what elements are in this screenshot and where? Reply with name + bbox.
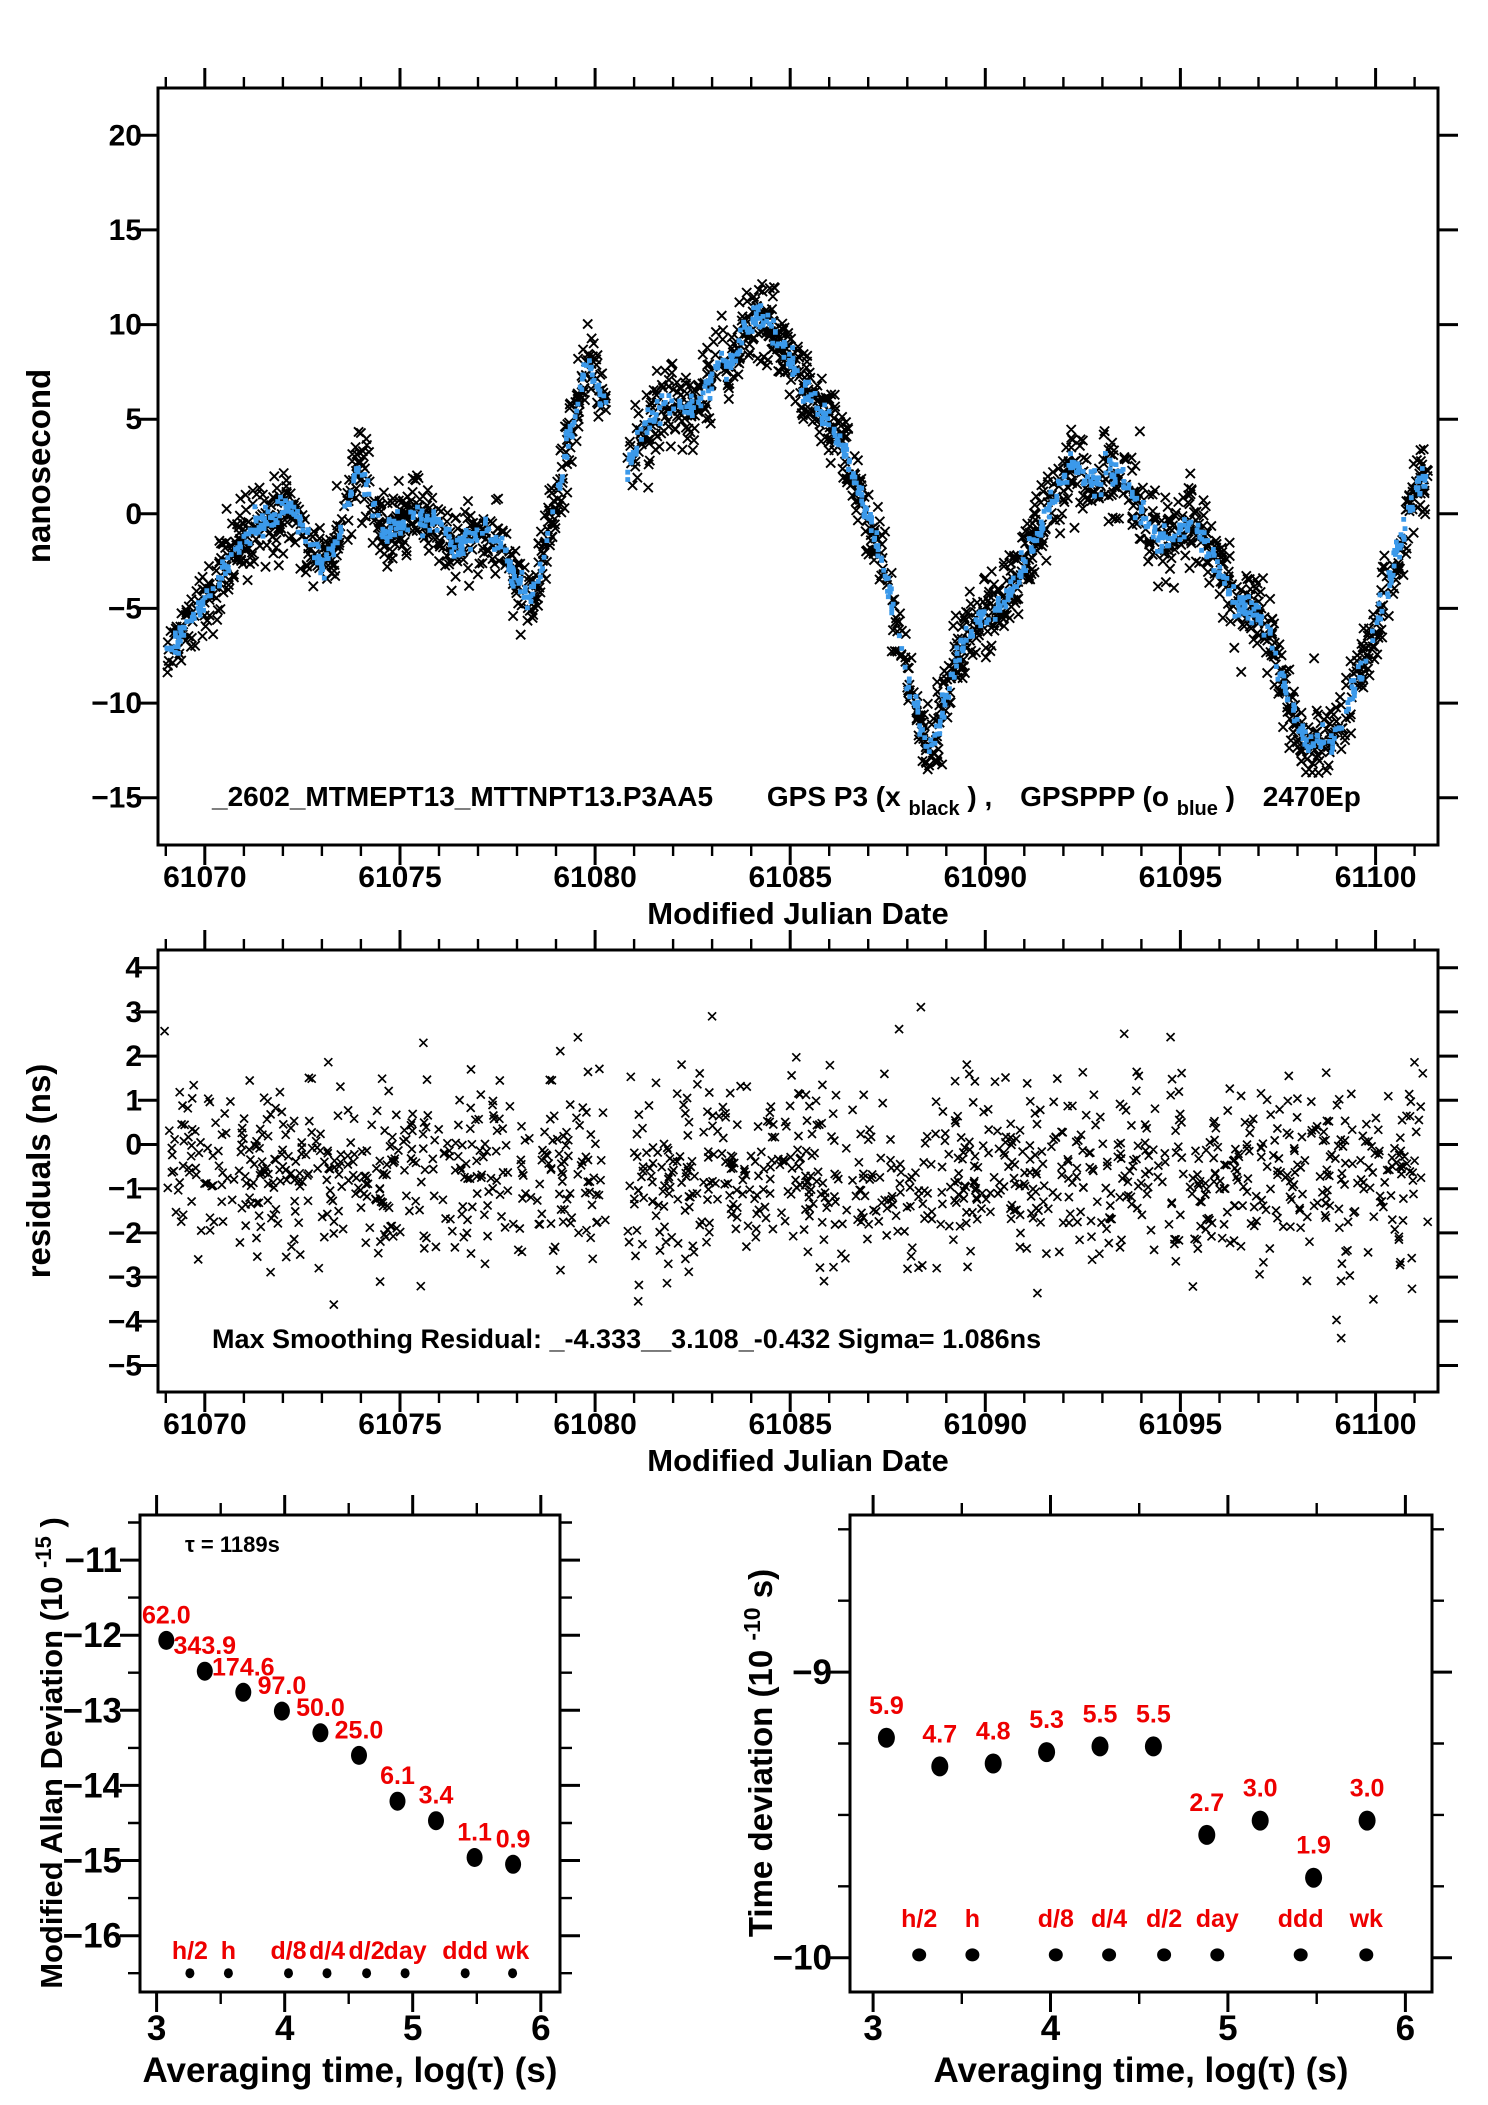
mdev-tau-marker	[185, 1968, 194, 1978]
top-panel-x-tick-label: 61070	[163, 861, 247, 894]
tdev-tau-marker	[912, 1948, 926, 1961]
top-panel-x-tick-label: 61095	[1138, 861, 1223, 894]
mdev-tau-annotation: τ = 1189s	[185, 1532, 280, 1557]
top-annotation-series1-close: ) ,	[967, 781, 993, 812]
residuals-panel-x-tick-label: 61070	[163, 1408, 247, 1441]
tdev-y-title-close: s)	[742, 1568, 779, 1599]
top-panel-y-tick-label: −5	[107, 592, 142, 626]
top-annotation-series2-close: )	[1225, 781, 1235, 812]
gps-p3-scatter	[163, 280, 1433, 778]
mdev-tau-marker-label: d/2	[348, 1937, 385, 1966]
top-panel-axes	[91, 68, 1458, 894]
tdev-axes	[773, 1495, 1452, 2048]
mdev-point	[505, 1855, 521, 1874]
residuals-panel-x-tick-label: 61100	[1334, 1408, 1417, 1441]
residuals-panel-x-tick-label: 61090	[943, 1408, 1028, 1441]
mdev-tau-marker	[461, 1968, 470, 1978]
residuals-panel-y-tick-label: 2	[125, 1040, 142, 1074]
mdev-y-tick-label: −16	[62, 1916, 122, 1956]
tdev-point-label: 3.0	[1349, 1774, 1385, 1803]
top-annotation-series2-label: GPSPPP (o	[1020, 781, 1169, 812]
tdev-y-tick-label: −10	[772, 1938, 832, 1978]
tdev-y-tick-label: −9	[792, 1653, 832, 1693]
mdev-y-tick-label: −14	[62, 1766, 122, 1806]
tdev-point	[1092, 1736, 1109, 1756]
tdev-tau-marker-label: h/2	[901, 1904, 938, 1933]
tdev-tau-marker	[1049, 1948, 1063, 1961]
mdev-x-tick-label: 3	[146, 2009, 167, 2048]
tdev-tau-marker-label: d/2	[1146, 1904, 1183, 1933]
tdev-point	[878, 1728, 895, 1748]
top-panel-x-tick-label: 61085	[748, 861, 832, 894]
top-panel-x-tick-label: 61100	[1334, 861, 1417, 894]
mdev-point	[390, 1792, 406, 1811]
top-y-axis-title: nanosecond	[20, 368, 57, 564]
mdev-y-title-exponent: -15	[31, 1536, 56, 1568]
top-panel-y-tick-label: 20	[108, 119, 142, 153]
tdev-x-tick-label: 3	[863, 2009, 883, 2048]
top-panel-y-tick-label: 5	[125, 403, 142, 437]
mdev-tau-marker	[362, 1968, 371, 1978]
mdev-tau-marker	[508, 1968, 517, 1978]
tdev-tau-marker-label: day	[1195, 1904, 1239, 1933]
top-panel-y-tick-label: 10	[108, 308, 142, 342]
top-annotation	[211, 781, 1361, 821]
tdev-x-tick-label: 4	[1040, 2009, 1061, 2048]
residuals-panel-y-tick-label: 1	[125, 1084, 142, 1118]
tdev-tau-marker	[1294, 1948, 1308, 1961]
tdev-point-label: 5.3	[1029, 1706, 1064, 1735]
mdev-y-tick-label: −12	[62, 1616, 122, 1656]
tdev-x-tick-label: 6	[1395, 2009, 1416, 2048]
residuals-panel-x-tick-label: 61085	[748, 1408, 832, 1441]
tdev-y-axis-title	[730, 1569, 779, 1937]
tdev-tau-marker	[965, 1948, 979, 1961]
residuals-scatter	[161, 1003, 1432, 1342]
tdev-x-axis-title: Averaging time, log(τ) (s)	[933, 2051, 1349, 2090]
residuals-panel-x-tick-label: 61075	[358, 1408, 442, 1441]
mdev-tau-marker-label: day	[383, 1937, 427, 1966]
mdev-y-tick-label: −15	[62, 1841, 122, 1881]
residuals-panel-y-tick-label: −4	[107, 1305, 142, 1339]
mdev-point-label: 174.6	[212, 1653, 275, 1682]
gpsppp-scatter	[165, 303, 1429, 755]
mdev-point	[351, 1746, 367, 1765]
top-panel-x-tick-label: 61090	[943, 861, 1028, 894]
mdev-x-tick-label: 5	[402, 2009, 423, 2048]
tdev-tau-marker-label: d/4	[1091, 1904, 1128, 1933]
tdev-tau-marker	[1359, 1948, 1373, 1961]
mdev-tau-marker-label: h	[220, 1937, 237, 1966]
tdev-tau-marker-label: h	[964, 1904, 981, 1933]
mdev-x-tick-label: 4	[274, 2009, 295, 2048]
mdev-minor-ticks	[128, 1503, 572, 2004]
tdev-point-label: 1.9	[1296, 1831, 1331, 1860]
tdev-tau-marker-label: wk	[1349, 1904, 1383, 1933]
tdev-y-title-exponent: -10	[739, 1607, 765, 1641]
residuals-panel-y-tick-label: 4	[125, 951, 142, 985]
mdev-point-label: 343.9	[173, 1632, 237, 1661]
tdev-point-label: 5.9	[869, 1691, 904, 1720]
tdev-point	[1252, 1811, 1269, 1831]
top-panel-x-tick-label: 61080	[553, 861, 637, 894]
middle-annotation: Max Smoothing Residual: _-4.333__3.108_-0.432 Sigma= 1.086ns	[212, 1324, 1042, 1354]
tdev-point-label: 5.5	[1136, 1700, 1171, 1729]
tdev-point-label: 3.0	[1242, 1774, 1278, 1803]
residuals-panel-y-tick-label: −3	[107, 1261, 142, 1295]
tdev-point-label: 5.5	[1082, 1700, 1118, 1729]
residuals-panel-y-tick-label: −5	[107, 1349, 142, 1383]
tdev-point	[931, 1756, 948, 1776]
tdev-point	[1305, 1868, 1322, 1888]
tdev-point-label: 4.8	[975, 1717, 1011, 1746]
tdev-x-tick-label: 5	[1218, 2009, 1238, 2048]
tdev-point	[1038, 1742, 1055, 1762]
tdev-point-label: 2.7	[1189, 1788, 1225, 1817]
tdev-y-title-text: Time deviation (10	[742, 1649, 779, 1938]
mdev-major-ticks	[120, 1495, 580, 2012]
mdev-point	[467, 1848, 483, 1867]
tdev-tau-marker-label: ddd	[1277, 1904, 1324, 1933]
mdev-tau-marker-label: d/4	[308, 1937, 346, 1966]
mdev-tau-marker	[401, 1968, 410, 1978]
top-annotation-epoch-count: 2470Ep	[1262, 781, 1361, 812]
top-panel-y-tick-label: 15	[108, 213, 142, 247]
tdev-point	[1145, 1736, 1162, 1756]
mdev-y-tick-label: −13	[62, 1691, 122, 1731]
residuals-panel-y-tick-label: −1	[107, 1172, 142, 1206]
middle-y-axis-title: residuals (ns)	[20, 1063, 57, 1279]
mdev-point	[197, 1662, 213, 1681]
mdev-point-label: 97.0	[257, 1672, 307, 1701]
top-panel-y-tick-label: −15	[91, 781, 142, 815]
tdev-tau-marker	[1157, 1948, 1171, 1961]
middle-x-axis-title: Modified Julian Date	[647, 1443, 949, 1478]
top-annotation-series2-subscript: blue	[1176, 798, 1218, 820]
mdev-point	[158, 1631, 174, 1650]
mdev-point	[274, 1702, 290, 1721]
top-panel-y-tick-label: 0	[125, 497, 142, 531]
mdev-point-label: 1.1	[457, 1818, 492, 1847]
mdev-tau-marker	[284, 1968, 293, 1978]
mdev-tau-marker-label: d/8	[270, 1937, 307, 1966]
mdev-point	[235, 1683, 251, 1702]
residuals-panel-x-tick-label: 61095	[1138, 1408, 1223, 1441]
mdev-point	[428, 1811, 444, 1830]
top-annotation-series1-subscript: black	[908, 798, 960, 820]
mdev-point-label: 62.0	[141, 1601, 191, 1630]
residuals-panel-y-tick-label: −2	[107, 1216, 142, 1250]
mdev-y-tick-label: −11	[64, 1541, 122, 1581]
tdev-point	[1359, 1811, 1376, 1831]
top-annotation-file-id: _2602_MTMEPT13_MTTNPT13.P3AA5	[212, 781, 714, 812]
top-panel-x-tick-label: 61075	[358, 861, 442, 894]
top-x-axis-title: Modified Julian Date	[647, 896, 949, 931]
mdev-point	[312, 1723, 328, 1742]
top-panel-major-ticks	[138, 68, 1458, 865]
tdev-tau-marker	[1210, 1948, 1224, 1961]
mdev-y-axis-title	[23, 1517, 69, 1989]
mdev-y-title-text: Modified Allan Deviation (10	[34, 1576, 69, 1989]
mdev-point-label: 3.4	[418, 1781, 454, 1810]
residuals-panel-y-tick-label: 0	[125, 1128, 142, 1162]
tdev-tau-marker-label: d/8	[1037, 1904, 1074, 1933]
mdev-tau-marker-label: h/2	[171, 1937, 208, 1966]
mdev-tau-marker	[224, 1968, 233, 1978]
mdev-x-axis-title: Averaging time, log(τ) (s)	[142, 2051, 558, 2090]
tdev-point	[985, 1754, 1002, 1774]
residuals-panel-x-tick-label: 61080	[553, 1408, 637, 1441]
tdev-tau-marker	[1102, 1948, 1116, 1961]
mdev-y-title-close: )	[34, 1517, 69, 1528]
tdev-point-label: 4.7	[922, 1720, 958, 1749]
residuals-panel-axes	[108, 930, 1458, 1441]
mdev-point-label: 50.0	[296, 1693, 345, 1722]
tdev-major-ticks	[830, 1495, 1452, 2012]
tdev-point	[1198, 1825, 1215, 1845]
mdev-point-label: 0.9	[495, 1825, 531, 1854]
mdev-tau-marker	[323, 1968, 332, 1978]
mdev-tau-marker-label: wk	[495, 1937, 530, 1966]
mdev-point-label: 25.0	[334, 1716, 384, 1745]
residuals-panel-y-tick-label: 3	[125, 995, 142, 1029]
top-panel-y-tick-label: −10	[91, 687, 142, 721]
top-annotation-series1-label: GPS P3 (x	[766, 781, 901, 812]
mdev-x-tick-label: 6	[531, 2009, 551, 2048]
mdev-tau-marker-label: ddd	[442, 1937, 489, 1966]
mdev-point-label: 6.1	[380, 1762, 415, 1791]
